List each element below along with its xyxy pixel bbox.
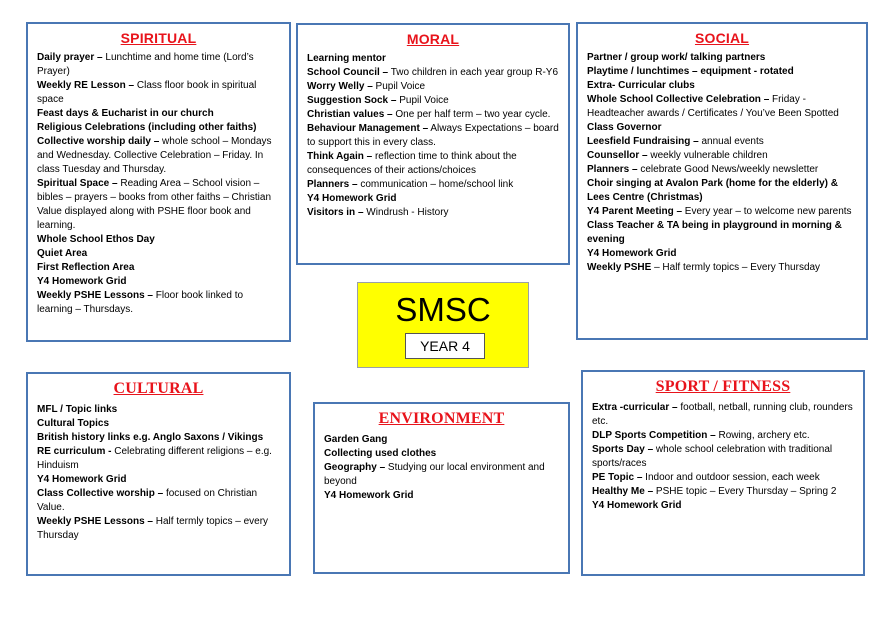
item-text: Two children in each year group R-Y6 [388, 67, 559, 78]
list-item [307, 94, 559, 108]
list-item [37, 177, 280, 233]
item-text: football, netball, running club, rounders etc. [592, 402, 853, 427]
spiritual-panel [26, 22, 291, 342]
item-bold-text: Worry Welly – [307, 81, 373, 92]
item-text: Windrush - History [363, 207, 449, 218]
list-item [592, 429, 854, 443]
item-bold-text: Daily prayer – [37, 52, 103, 63]
cultural-list [37, 403, 280, 543]
list-item [37, 515, 280, 543]
list-item [324, 489, 559, 503]
list-item [587, 247, 857, 261]
list-item [307, 192, 559, 206]
item-text: – Half termly topics – Every Thursday [651, 262, 821, 273]
list-item [592, 485, 854, 499]
item-bold-text: Christian values – [307, 109, 393, 120]
list-item [307, 108, 559, 122]
cultural-heading: CULTURAL [113, 380, 204, 397]
item-bold-text: Planners – [307, 179, 358, 190]
moral-list [307, 52, 559, 220]
list-item [307, 150, 559, 178]
item-bold-text: Extra -curricular – [592, 402, 678, 413]
item-bold-text: Choir singing at Avalon Park (home for the elderly) & Lees Centre (Christmas) [587, 178, 838, 203]
item-text: Half termly topics – every Thursday [37, 516, 269, 541]
item-bold-text: Visitors in – [307, 207, 364, 218]
item-bold-text: Leesfield Fundraising – [587, 136, 699, 147]
item-bold-text: Y4 Homework Grid [587, 248, 677, 259]
item-text: whole school – Mondays and Wednesday. Collective Celebration – Friday. In class Tuesday and Thursday. [37, 136, 272, 175]
item-bold-text: Weekly PSHE Lessons – [37, 516, 153, 527]
item-bold-text: British history links e.g. Anglo Saxons / Vikings [37, 432, 264, 443]
item-text: Pupil Voice [396, 95, 449, 106]
list-item [37, 261, 280, 275]
item-bold-text: Extra- Curricular clubs [587, 80, 695, 91]
sport-fitness-heading: SPORT / FITNESS [655, 378, 791, 395]
item-text: Every year – to welcome new parents [682, 206, 852, 217]
list-item [37, 121, 280, 135]
item-bold-text: DLP Sports Competition – [592, 430, 716, 441]
environment-list [324, 433, 559, 503]
item-bold-text: Partner / group work/ talking partners [587, 52, 766, 63]
list-item [37, 417, 280, 431]
item-text: Pupil Voice [372, 81, 426, 92]
item-bold-text: Think Again – [307, 151, 373, 162]
item-text: Always Expectations – board to support this in every class. [307, 123, 559, 148]
item-text: Friday - Headteacher awards / Certificates / You’ve Been Spotted [587, 94, 839, 119]
item-bold-text: School Council – [307, 67, 389, 78]
list-item [324, 447, 559, 461]
list-item [592, 471, 854, 485]
list-item [587, 177, 857, 205]
smsc-year-label: YEAR 4 [405, 333, 485, 359]
sport-fitness-list [592, 401, 854, 513]
item-bold-text: Religious Celebrations (including other faiths) [37, 122, 257, 133]
list-item [307, 52, 559, 66]
item-text: Celebrating different religions – e.g. Hinduism [37, 446, 272, 471]
item-bold-text: Geography – [324, 462, 386, 473]
item-bold-text: Y4 Parent Meeting – [587, 206, 683, 217]
item-bold-text: Sports Day – [592, 444, 654, 455]
item-bold-text: Class Governor [587, 122, 662, 133]
list-item [37, 247, 280, 261]
item-text: whole school celebration with traditional sports/races [592, 444, 833, 469]
item-bold-text: Planners – [587, 164, 638, 175]
list-item [307, 80, 559, 94]
item-bold-text: Learning mentor [307, 53, 386, 64]
item-text: Class floor book in spiritual space [37, 80, 257, 105]
list-item [37, 431, 280, 445]
item-bold-text: Feast days & Eucharist in our church [37, 108, 214, 119]
list-item [307, 178, 559, 192]
environment-panel [313, 402, 570, 574]
item-bold-text: Y4 Homework Grid [307, 193, 397, 204]
moral-panel [296, 23, 570, 265]
list-item [307, 122, 559, 150]
smsc-center-box [357, 282, 529, 368]
item-bold-text: Spiritual Space – [37, 178, 118, 189]
item-text: Reading Area – School vision – bibles – prayers – books from other faiths – Christian Value displayed along with PSHE floor book and learning. [37, 178, 271, 231]
list-item [37, 107, 280, 121]
item-bold-text: Y4 Homework Grid [37, 276, 127, 287]
item-text: focused on Christian Value. [37, 488, 258, 513]
list-item [587, 135, 857, 149]
item-text: communication – home/school link [357, 179, 514, 190]
item-text: celebrate Good News/weekly newsletter [637, 164, 819, 175]
item-bold-text: Suggestion Sock – [307, 95, 397, 106]
list-item [307, 66, 559, 80]
list-item [37, 79, 280, 107]
smsc-title: SMSC [395, 291, 491, 328]
list-item [37, 487, 280, 515]
item-bold-text: Class Teacher & TA being in playground in morning & evening [587, 220, 842, 245]
list-item [324, 461, 559, 489]
list-item [37, 473, 280, 487]
list-item [592, 401, 854, 429]
list-item [37, 233, 280, 247]
list-item [307, 206, 559, 220]
list-item [587, 79, 857, 93]
item-bold-text: Y4 Homework Grid [324, 490, 414, 501]
item-bold-text: Y4 Homework Grid [592, 500, 682, 511]
social-panel [576, 22, 868, 340]
item-bold-text: Counsellor – [587, 150, 648, 161]
item-text: One per half term – two year cycle. [392, 109, 551, 120]
item-text: PSHE topic – Every Thursday – Spring 2 [653, 486, 837, 497]
list-item [587, 51, 857, 65]
item-text: weekly vulnerable children [647, 150, 768, 161]
item-bold-text: Collective worship daily – [37, 136, 160, 147]
list-item [587, 65, 857, 79]
list-item [587, 163, 857, 177]
environment-heading: ENVIRONMENT [378, 410, 505, 427]
item-bold-text: Y4 Homework Grid [37, 474, 127, 485]
list-item [587, 149, 857, 163]
list-item [37, 445, 280, 473]
item-bold-text: Healthy Me – [592, 486, 654, 497]
item-bold-text: Whole School Collective Celebration – [587, 94, 770, 105]
item-text: Rowing, archery etc. [715, 430, 810, 441]
list-item [587, 93, 857, 121]
item-bold-text: Weekly PSHE [587, 262, 652, 273]
moral-heading: MORAL [406, 31, 460, 47]
list-item [37, 51, 280, 79]
list-item [587, 261, 857, 275]
item-bold-text: PE Topic – [592, 472, 643, 483]
item-bold-text: Playtime / lunchtimes – equipment - rotated [587, 66, 794, 77]
item-text: Studying our local environment and beyond [324, 462, 545, 487]
item-text: Lunchtime and home time (Lord’s Prayer) [37, 52, 254, 77]
list-item [324, 433, 559, 447]
item-text: annual events [698, 136, 764, 147]
cultural-panel [26, 372, 291, 576]
list-item [37, 275, 280, 289]
list-item [587, 121, 857, 135]
item-bold-text: Class Collective worship – [37, 488, 164, 499]
item-text: Floor book linked to learning – Thursdays. [37, 290, 244, 315]
list-item [592, 443, 854, 471]
spiritual-heading: SPIRITUAL [120, 30, 197, 46]
list-item [37, 289, 280, 317]
item-bold-text: Collecting used clothes [324, 448, 437, 459]
list-item [587, 219, 857, 247]
item-text: reflection time to think about the consequences of their actions/choices [307, 151, 517, 176]
item-bold-text: Garden Gang [324, 434, 388, 445]
item-bold-text: Behaviour Management – [307, 123, 429, 134]
item-bold-text: RE curriculum - [37, 446, 112, 457]
social-heading: SOCIAL [694, 30, 750, 46]
item-bold-text: First Reflection Area [37, 262, 135, 273]
item-bold-text: Cultural Topics [37, 418, 110, 429]
item-bold-text: Whole School Ethos Day [37, 234, 155, 245]
item-bold-text: Weekly RE Lesson – [37, 80, 135, 91]
item-bold-text: Quiet Area [37, 248, 88, 259]
list-item [37, 403, 280, 417]
social-list [587, 51, 857, 275]
spiritual-list [37, 51, 280, 317]
item-bold-text: MFL / Topic links [37, 404, 118, 415]
list-item [587, 205, 857, 219]
item-text: Indoor and outdoor session, each week [642, 472, 820, 483]
list-item [592, 499, 854, 513]
list-item [37, 135, 280, 177]
sport-fitness-panel [581, 370, 865, 576]
item-bold-text: Weekly PSHE Lessons – [37, 290, 153, 301]
